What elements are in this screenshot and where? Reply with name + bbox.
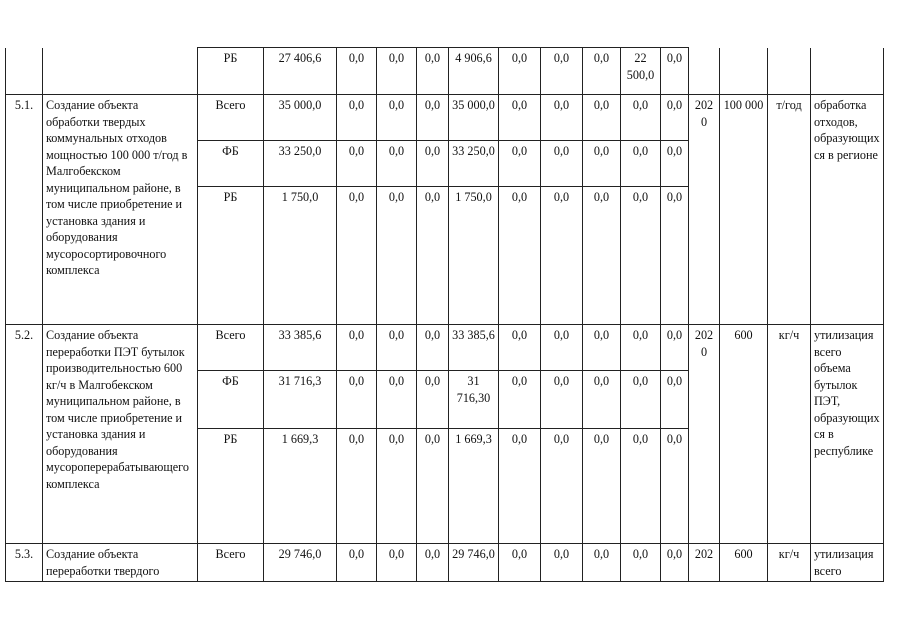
value-cell: 0,0 <box>621 141 661 187</box>
item-name: Создание объекта переработки ПЭТ бутылок производительностью 600 кг/ч в Малгобекском муниципальном районе, в том числе приобретение и установка здания и оборудования мусороперерабатывающего комплекса <box>43 325 198 544</box>
value-cell: 1 669,3 <box>449 429 499 544</box>
value-cell: 0,0 <box>583 187 621 325</box>
value-cell: 1 750,0 <box>449 187 499 325</box>
funding-source: Всего <box>198 95 264 141</box>
value-cell: 0,0 <box>621 325 661 371</box>
table-row <box>6 95 884 141</box>
funding-source: Всего <box>198 544 264 582</box>
value-cell: 0,0 <box>499 429 541 544</box>
value-cell: 0,0 <box>499 325 541 371</box>
value-cell: 0,0 <box>337 141 377 187</box>
item-number: 5.1. <box>6 95 43 325</box>
value-cell: 0,0 <box>541 141 583 187</box>
value-cell: 0,0 <box>583 325 621 371</box>
value-cell: 0,0 <box>337 95 377 141</box>
value-cell: 0,0 <box>337 429 377 544</box>
value-cell: 0,0 <box>661 95 689 141</box>
value-cell: 0,0 <box>417 544 449 582</box>
value-cell: 0,0 <box>377 141 417 187</box>
item-number: 5.3. <box>6 544 43 582</box>
value-cell: 0,0 <box>621 95 661 141</box>
total-value: 31 716,3 <box>264 371 337 429</box>
total-value: 35 000,0 <box>264 95 337 141</box>
item-number: 5.2. <box>6 325 43 544</box>
value-cell: 0,0 <box>661 141 689 187</box>
total-value: 1 669,3 <box>264 429 337 544</box>
value-cell: 0,0 <box>583 141 621 187</box>
value-cell: 0,0 <box>541 48 583 95</box>
value-cell: 0,0 <box>661 371 689 429</box>
item-name: Создание объекта обработки твердых коммунальных отходов мощностью 100 000 т/год в Малгобекском муниципальном районе, в том числе приобретение и установка здания и оборудования мусоросортировочного комплекса <box>43 95 198 325</box>
total-value: 27 406,6 <box>264 48 337 95</box>
value-cell: 33 250,0 <box>449 141 499 187</box>
value-cell: 0,0 <box>583 95 621 141</box>
value-cell: 0,0 <box>377 187 417 325</box>
funding-source: РБ <box>198 429 264 544</box>
value-cell: 0,0 <box>541 429 583 544</box>
total-value: 1 750,0 <box>264 187 337 325</box>
table-row <box>6 325 884 371</box>
unit-cell: кг/ч <box>768 544 811 582</box>
unit-cell: т/год <box>768 95 811 325</box>
unit-cell: кг/ч <box>768 325 811 544</box>
funding-source: ФБ <box>198 141 264 187</box>
value-cell: 0,0 <box>417 95 449 141</box>
funding-source: Всего <box>198 325 264 371</box>
value-cell: 29 746,0 <box>449 544 499 582</box>
value-cell: 0,0 <box>377 544 417 582</box>
value-cell: 0,0 <box>661 544 689 582</box>
value-cell: 0,0 <box>661 187 689 325</box>
value-cell: 0,0 <box>661 429 689 544</box>
value-cell: 0,0 <box>541 187 583 325</box>
value-cell: 0,0 <box>499 371 541 429</box>
value-cell: 0,0 <box>377 429 417 544</box>
capacity-cell: 100 000 <box>720 95 768 325</box>
value-cell: 0,0 <box>621 371 661 429</box>
year-cell: 2020 <box>689 95 720 325</box>
total-value: 33 385,6 <box>264 325 337 371</box>
value-cell: 0,0 <box>417 141 449 187</box>
value-cell: 4 906,6 <box>449 48 499 95</box>
year-cell: 2020 <box>689 325 720 544</box>
value-cell: 0,0 <box>377 95 417 141</box>
value-cell: 0,0 <box>583 48 621 95</box>
value-cell: 0,0 <box>541 544 583 582</box>
value-cell: 0,0 <box>499 48 541 95</box>
value-cell: 0,0 <box>499 141 541 187</box>
value-cell: 0,0 <box>499 544 541 582</box>
value-cell: 0,0 <box>337 187 377 325</box>
table-row <box>6 48 884 95</box>
result-cell: утилизация всего объема бутылок ПЭТ, образующихся в республике <box>811 325 884 544</box>
value-cell: 0,0 <box>377 48 417 95</box>
table-row <box>6 544 884 582</box>
value-cell: 0,0 <box>621 544 661 582</box>
value-cell: 35 000,0 <box>449 95 499 141</box>
value-cell: 0,0 <box>417 187 449 325</box>
budget-table <box>5 47 884 582</box>
value-cell: 0,0 <box>417 371 449 429</box>
total-value: 33 250,0 <box>264 141 337 187</box>
value-cell: 0,0 <box>541 371 583 429</box>
value-cell: 0,0 <box>621 187 661 325</box>
value-cell: 0,0 <box>377 371 417 429</box>
value-cell: 0,0 <box>499 95 541 141</box>
value-cell: 0,0 <box>499 187 541 325</box>
value-cell: 33 385,6 <box>449 325 499 371</box>
item-name: Создание объекта переработки твердого <box>43 544 198 582</box>
value-cell: 0,0 <box>337 325 377 371</box>
value-cell: 0,0 <box>583 371 621 429</box>
result-cell: обработка отходов, образующихся в регионе <box>811 95 884 325</box>
funding-source: РБ <box>198 187 264 325</box>
value-cell: 0,0 <box>337 48 377 95</box>
value-cell: 0,0 <box>583 429 621 544</box>
year-cell: 202 <box>689 544 720 582</box>
value-cell: 0,0 <box>417 325 449 371</box>
value-cell: 0,0 <box>621 429 661 544</box>
value-cell: 0,0 <box>377 325 417 371</box>
value-cell: 0,0 <box>661 48 689 95</box>
value-cell: 0,0 <box>583 544 621 582</box>
funding-source: РБ <box>198 48 264 95</box>
value-cell: 0,0 <box>337 544 377 582</box>
funding-source: ФБ <box>198 371 264 429</box>
value-cell: 0,0 <box>337 371 377 429</box>
value-cell: 0,0 <box>417 429 449 544</box>
value-cell: 0,0 <box>417 48 449 95</box>
value-cell: 0,0 <box>661 325 689 371</box>
capacity-cell: 600 <box>720 325 768 544</box>
value-cell: 0,0 <box>541 95 583 141</box>
value-cell: 22 500,0 <box>621 48 661 95</box>
result-cell: утилизация всего <box>811 544 884 582</box>
total-value: 29 746,0 <box>264 544 337 582</box>
capacity-cell: 600 <box>720 544 768 582</box>
value-cell: 0,0 <box>541 325 583 371</box>
value-cell: 31 716,30 <box>449 371 499 429</box>
